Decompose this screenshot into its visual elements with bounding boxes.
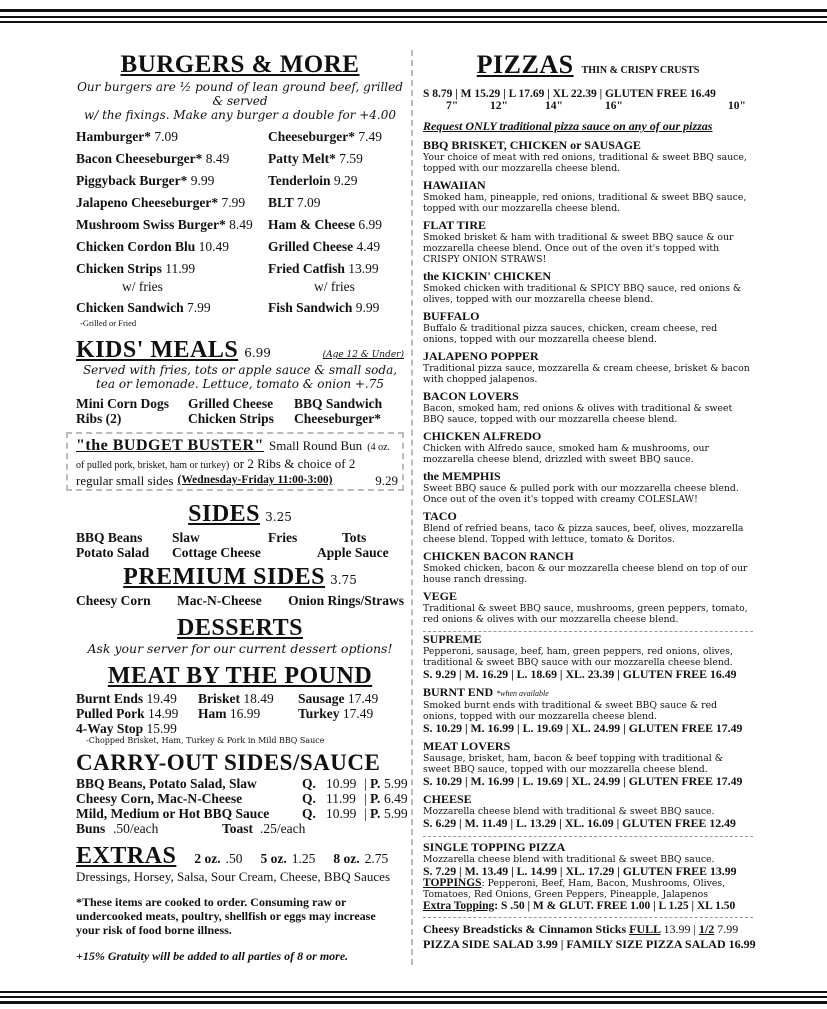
pizza-size-inches xyxy=(423,100,753,112)
carryout-sep: | xyxy=(364,791,367,806)
pizza-size-prices: S 8.79 | M 15.29 | L 17.69 | XL 22.39 | GLUTEN FREE 16.49 xyxy=(423,88,716,100)
pizzas-subtitle: THIN & CRISPY CRUSTS xyxy=(581,65,700,76)
salad-prices: PIZZA SIDE SALAD 3.99 | FAMILY SIZE PIZZA SALAD 16.99 xyxy=(423,937,756,951)
top-rule-2 xyxy=(0,16,827,18)
pizza-name: VEGE xyxy=(423,589,458,603)
pizza-name: CHICKEN BACON RANCH xyxy=(423,549,574,563)
warning-section xyxy=(76,895,404,963)
premium-title: PREMIUM SIDES xyxy=(123,564,326,590)
burger-item xyxy=(268,192,404,214)
pizza-item xyxy=(423,139,753,174)
carryout-row xyxy=(76,776,408,791)
pizza-name: the MEMPHIS xyxy=(423,469,501,483)
burger-price: 7.99 xyxy=(221,195,246,210)
breadsticks-half-price: 7.99 xyxy=(717,922,739,936)
special-pizza-item xyxy=(423,740,753,788)
premium-item: Mac-N-Cheese xyxy=(177,593,262,608)
budget-buster-box xyxy=(66,432,404,491)
top-rule-1 xyxy=(0,9,827,12)
extras-price-1: .50 xyxy=(225,851,243,866)
premium-price: 3.75 xyxy=(330,573,357,587)
burger-note: w/ fries xyxy=(314,279,355,294)
special-pizza-title: CHEESE xyxy=(423,792,472,806)
pizza-desc: Blend of refried beans, taco & pizza sauces, beef, olives, mozzarella cheese blend. Topped with lettuce, tomato & Doritos. xyxy=(423,523,744,545)
pizza-item xyxy=(423,470,753,505)
pizza-name: BUFFALO xyxy=(423,309,480,323)
burger-price: 9.29 xyxy=(333,173,358,188)
burger-note: w/ fries xyxy=(122,279,163,294)
inch-large: 14" xyxy=(545,100,563,112)
special-pizza-desc: Mozzarella cheese blend with traditional & sweet BBQ sauce. xyxy=(423,806,715,817)
burgers-intro-2: w/ the fixings. Make any burger a double for +4.00 xyxy=(83,108,397,122)
burger-item xyxy=(76,148,268,170)
burger-name: Chicken Strips xyxy=(76,261,162,276)
burgers-section xyxy=(76,50,404,331)
special-pizza-item xyxy=(423,793,753,830)
pizza-item xyxy=(423,510,753,545)
side-item: Slaw xyxy=(172,530,200,545)
meat-name: Brisket xyxy=(198,691,240,706)
special-pizza-price: S. 10.29 | M. 16.99 | L. 19.69 | XL. 24.99 | GLUTEN FREE 17.49 xyxy=(423,774,743,788)
side-item: Cottage Cheese xyxy=(172,545,261,560)
meat-section xyxy=(76,663,404,745)
warning-line-2: undercooked meats, poultry, shellfish or eggs may increase xyxy=(76,909,376,923)
burger-item xyxy=(76,214,268,236)
burger-price: 6.99 xyxy=(358,217,382,232)
meat-item xyxy=(76,706,198,721)
carryout-name: BBQ Beans, Potato Salad, Slaw xyxy=(76,776,257,791)
left-column xyxy=(76,50,408,963)
kids-item: BBQ Sandwich xyxy=(294,396,383,411)
carryout-p: P. xyxy=(370,806,381,821)
burger-name: Ham & Cheese xyxy=(268,217,355,232)
pizza-item xyxy=(423,350,753,385)
burger-name: Hamburger* xyxy=(76,129,151,144)
pizza-desc: Buffalo & traditional pizza sauces, chicken, cream cheese, red onions, topped with our mozzarella cheese blend. xyxy=(423,323,718,345)
single-topping-price: S. 7.29 | M. 13.49 | L. 14.99 | XL. 17.29 | GLUTEN FREE 13.99 xyxy=(423,864,737,878)
breadsticks-full: FULL xyxy=(629,922,661,936)
budget-text-3: of pulled pork, brisket, ham or turkey) xyxy=(76,460,230,471)
budget-text-2: (4 oz. xyxy=(367,442,391,453)
burger-item xyxy=(268,170,404,192)
desserts-section xyxy=(76,615,404,656)
sides-title: SIDES xyxy=(188,501,261,527)
meat-name: Pulled Pork xyxy=(76,706,145,721)
budget-text-5: regular small sides xyxy=(76,473,174,488)
meat-price: 17.49 xyxy=(342,706,374,721)
meat-item xyxy=(298,706,404,721)
warning-line-1: *These items are cooked to order. Consuming raw or xyxy=(76,895,347,909)
carryout-q: Q. xyxy=(302,791,316,806)
burger-name: Grilled Cheese xyxy=(268,239,354,254)
special-pizza-tag: *when available xyxy=(496,689,549,698)
desserts-note: Ask your server for our current dessert options! xyxy=(87,641,393,656)
burger-note: -Grilled or Fried xyxy=(80,318,137,328)
burger-price: 8.49 xyxy=(229,217,253,232)
pizza-specials xyxy=(423,633,753,830)
meat-price: 18.49 xyxy=(243,691,274,706)
special-pizza-title: BURNT END xyxy=(423,685,494,699)
sides-price: 3.25 xyxy=(265,510,292,524)
budget-price: 9.29 xyxy=(375,473,398,488)
burger-name: Fried Catfish xyxy=(268,261,345,276)
burger-item xyxy=(76,236,268,258)
breadsticks-full-price: 13.99 | xyxy=(663,922,696,936)
kids-item: Chicken Strips xyxy=(188,411,274,426)
pizza-desc: Smoked brisket & ham with traditional & sweet BBQ sauce & our mozzarella cheese blend. Once out of the oven it's topped with CRISPY ONION STRAWS! xyxy=(423,232,734,265)
carryout-sep: | xyxy=(364,776,367,791)
carryout-name: Mild, Medium or Hot BBQ Sauce xyxy=(76,806,270,821)
carryout-q-price: 10.99 xyxy=(326,806,357,821)
breadsticks-half: 1/2 xyxy=(698,922,715,936)
column-divider xyxy=(411,50,413,965)
special-pizza-title: MEAT LOVERS xyxy=(423,739,511,753)
burger-name: Mushroom Swiss Burger* xyxy=(76,217,226,232)
burger-name: Jalapeno Cheeseburger* xyxy=(76,195,219,210)
kids-grid xyxy=(76,396,404,426)
burger-name: Chicken Cordon Blu xyxy=(76,239,196,254)
burger-item xyxy=(76,126,268,148)
top-rule-3 xyxy=(0,21,827,23)
burger-name: Piggyback Burger* xyxy=(76,173,188,188)
meat-price: 19.49 xyxy=(146,691,177,706)
carryout-q-price: 11.99 xyxy=(326,791,356,806)
breadsticks-label: Cheesy Breadsticks & Cinnamon Sticks xyxy=(423,922,627,936)
meat-title: MEAT BY THE POUND xyxy=(107,663,373,689)
meat-name: Turkey xyxy=(298,706,340,721)
extra-topping-prices: : S .50 | M & GLUT. FREE 1.00 | L 1.25 | XL 1.50 xyxy=(494,900,736,912)
burger-item xyxy=(268,214,404,236)
special-pizza-item xyxy=(423,633,753,681)
pizza-desc: Traditional pizza sauce, mozzarella & cream cheese, brisket & bacon with chopped jalapenos. xyxy=(423,363,750,385)
single-topping-name: SINGLE TOPPING PIZZA xyxy=(423,840,566,854)
side-item: Fries xyxy=(268,530,298,545)
carryout-row xyxy=(76,806,408,821)
pizza-name: BBQ BRISKET, CHICKEN or SAUSAGE xyxy=(423,138,641,152)
pizza-item xyxy=(423,270,753,305)
toast-label: Toast xyxy=(222,821,254,836)
extras-list: Dressings, Horsey, Salsa, Sour Cream, Cheese, BBQ Sauces xyxy=(76,869,390,884)
side-item: Potato Salad xyxy=(76,545,150,560)
meat-name: Ham xyxy=(198,706,227,721)
burger-price: 13.99 xyxy=(348,261,379,276)
burger-name: Fish Sandwich xyxy=(268,300,353,315)
kids-item: Grilled Cheese xyxy=(188,396,274,411)
special-pizza-item xyxy=(423,686,753,735)
single-topping-pizza xyxy=(423,841,753,912)
extras-price-2: 1.25 xyxy=(291,851,316,866)
burger-price: 7.09 xyxy=(296,195,321,210)
burger-item xyxy=(268,258,404,297)
pizza-desc: Bacon, smoked ham, red onions & olives with traditional & sweet BBQ sauce, topped with our mozzarella cheese blend. xyxy=(423,403,733,425)
meat-note: -Chopped Brisket, Ham, Turkey & Pork in Mild BBQ Sauce xyxy=(86,736,325,745)
burger-item xyxy=(76,297,268,331)
right-column xyxy=(423,50,756,952)
burger-name: Bacon Cheeseburger* xyxy=(76,151,203,166)
meat-item xyxy=(198,706,298,721)
pizza-desc: Chicken with Alfredo sauce, smoked ham & mushrooms, our mozzarella cheese blend, drizzled with sweet BBQ sauce. xyxy=(423,443,709,465)
kids-section xyxy=(76,337,404,426)
carryout-q: Q. xyxy=(302,776,316,791)
burgers-intro-1: Our burgers are ½ pound of lean ground beef, grilled & served xyxy=(77,80,403,108)
pizza-name: BACON LOVERS xyxy=(423,389,519,403)
inch-xl: 16" xyxy=(605,100,623,112)
kids-intro-1: Served with fries, tots or apple sauce & small soda, xyxy=(82,363,398,377)
special-pizza-name xyxy=(423,740,753,753)
carryout-p-price: 6.49 xyxy=(384,791,408,806)
pizza-name: HAWAIIAN xyxy=(423,178,486,192)
pizza-name: CHICKEN ALFREDO xyxy=(423,429,542,443)
kids-price: 6.99 xyxy=(244,346,271,360)
meat-item xyxy=(198,691,298,706)
pizza-desc: Smoked chicken, bacon & our mozzarella cheese blend on top of our house ranch dressing. xyxy=(423,563,748,585)
budget-text-4: or 2 Ribs & choice of 2 xyxy=(233,456,356,471)
footer-divider xyxy=(423,917,753,918)
side-item: Apple Sauce xyxy=(317,545,389,560)
pizza-list xyxy=(423,139,753,625)
burger-item xyxy=(76,170,268,192)
side-item: BBQ Beans xyxy=(76,530,143,545)
burger-name: Tenderloin xyxy=(268,173,331,188)
burger-price: 9.99 xyxy=(355,300,380,315)
premium-sides-section xyxy=(76,564,404,609)
budget-text-1: Small Round Bun xyxy=(269,438,363,453)
carryout-p: P. xyxy=(370,776,381,791)
burger-item xyxy=(76,192,268,214)
burgers-grid xyxy=(76,126,404,331)
meat-price: 14.99 xyxy=(148,706,179,721)
premium-item: Cheesy Corn xyxy=(76,593,151,608)
kids-item: Ribs (2) xyxy=(76,411,122,426)
pizza-item xyxy=(423,310,753,345)
pizza-desc: Smoked chicken with traditional & SPICY BBQ sauce, red onions & olives, topped with our mozzarella cheese blend. xyxy=(423,283,742,305)
burger-price: 7.49 xyxy=(358,129,382,144)
budget-title: "the BUDGET BUSTER" xyxy=(76,437,264,454)
inch-gluten-free: 10" xyxy=(728,100,746,112)
pizza-item xyxy=(423,390,753,425)
burger-price: 8.49 xyxy=(205,151,230,166)
gratuity-note: +15% Gratuity will be added to all parties of 8 or more. xyxy=(76,949,349,963)
inch-small: 7" xyxy=(446,100,459,112)
meat-price: 15.99 xyxy=(146,721,177,736)
carryout-p-price: 5.99 xyxy=(384,806,408,821)
meat-grid xyxy=(76,691,404,736)
extras-title: EXTRAS xyxy=(76,843,177,869)
burger-price: 7.09 xyxy=(154,129,178,144)
carryout-sep: | xyxy=(364,806,367,821)
special-pizza-desc: Pepperoni, sausage, beef, ham, green peppers, red onions, olives, traditional & sweet BBQ sauce with our mozzarella cheese blend. xyxy=(423,646,733,668)
special-pizza-price: S. 6.29 | M. 11.49 | L. 13.29 | XL. 16.09 | GLUTEN FREE 12.49 xyxy=(423,816,736,830)
desserts-title: DESSERTS xyxy=(177,615,303,641)
pizza-desc: Smoked ham, pineapple, red onions, traditional & sweet BBQ sauce, topped with our mozzarella cheese blend. xyxy=(423,192,747,214)
burger-price: 7.99 xyxy=(187,300,211,315)
carryout-title: CARRY-OUT SIDES/SAUCE xyxy=(76,750,381,775)
pizza-name: the KICKIN' CHICKEN xyxy=(423,269,552,283)
burger-name: BLT xyxy=(268,195,294,210)
carryout-p: P. xyxy=(370,791,381,806)
kids-item: Mini Corn Dogs xyxy=(76,396,170,411)
pizza-desc: Traditional & sweet BBQ sauce, mushrooms, green peppers, tomato, red onions & olives with our mozzarella cheese blend. xyxy=(423,603,748,625)
extras-price-3: 2.75 xyxy=(364,851,389,866)
extras-size-2: 5 oz. xyxy=(260,851,287,866)
special-pizza-title: SUPREME xyxy=(423,632,482,646)
meat-name: 4-Way Stop xyxy=(76,721,144,736)
extras-section xyxy=(76,843,404,885)
pizza-desc: Sweet BBQ sauce & pulled pork with our mozzarella cheese blend. Once out of the oven it's topped with creamy COLESLAW! xyxy=(423,483,739,505)
budget-days: (Wednesday-Friday 11:00-3:00) xyxy=(177,474,333,486)
carryout-rows xyxy=(76,776,408,821)
carryout-name: Cheesy Corn, Mac-N-Cheese xyxy=(76,791,243,806)
special-pizza-name xyxy=(423,793,753,806)
carryout-section xyxy=(76,750,408,837)
toast-price: .25/each xyxy=(260,821,306,836)
burger-price: 11.99 xyxy=(165,261,196,276)
pizza-item xyxy=(423,179,753,214)
sides-section xyxy=(76,501,404,562)
kids-intro-2: tea or lemonade. Lettuce, tomato & onion +.75 xyxy=(95,377,385,391)
burger-item xyxy=(268,126,404,148)
meat-price: 16.99 xyxy=(229,706,261,721)
meat-price: 17.49 xyxy=(347,691,379,706)
burger-item xyxy=(268,148,404,170)
pizza-name: FLAT TIRE xyxy=(423,218,487,232)
kids-item: Cheeseburger* xyxy=(294,411,381,426)
meat-item xyxy=(76,691,198,706)
burger-item xyxy=(268,297,404,331)
pizza-desc: Your choice of meat with red onions, traditional & sweet BBQ sauce, topped with our mozzarella cheese blend. xyxy=(423,152,747,174)
bottom-rule-1 xyxy=(0,991,827,993)
carryout-q: Q. xyxy=(302,806,316,821)
special-pizza-price: S. 10.29 | M. 16.99 | L. 19.69 | XL. 24.99 | GLUTEN FREE 17.49 xyxy=(423,721,743,735)
burger-price: 4.49 xyxy=(356,239,381,254)
meat-name: Sausage xyxy=(298,691,345,706)
special-pizza-name xyxy=(423,633,753,646)
toppings-list: : Pepperoni, Beef, Ham, Bacon, Mushrooms, Olives, Tomatoes, Red Onions, Green Peppers, Pineapple, Jalapenos xyxy=(423,878,726,900)
inch-medium: 12" xyxy=(490,100,508,112)
burger-name: Chicken Sandwich xyxy=(76,300,184,315)
burger-price: 10.49 xyxy=(198,239,230,254)
pizza-sauce-note: Request ONLY traditional pizza sauce on any of our pizzas xyxy=(423,119,713,133)
side-item: Tots xyxy=(342,530,367,545)
burger-name: Cheeseburger* xyxy=(268,129,355,144)
buns-label: Buns xyxy=(76,821,106,836)
pizza-name: JALAPENO POPPER xyxy=(423,349,539,363)
special-pizza-name xyxy=(423,686,753,700)
meat-item xyxy=(298,691,404,706)
bottom-rule-2 xyxy=(0,996,827,998)
meat-item xyxy=(76,721,198,736)
extras-size-3: 8 oz. xyxy=(333,851,360,866)
single-topping-desc: Mozzarella cheese blend with traditional & sweet BBQ sauce. xyxy=(423,854,715,865)
pizza-item xyxy=(423,550,753,585)
burger-item xyxy=(268,236,404,258)
meat-name: Burnt Ends xyxy=(76,691,144,706)
special-pizza-desc: Smoked burnt ends with traditional & sweet BBQ sauce & red onions, topped with our mozzarella cheese blend. xyxy=(423,700,718,722)
extras-size-1: 2 oz. xyxy=(194,851,221,866)
carryout-q-price: 10.99 xyxy=(326,776,357,791)
burger-name: Patty Melt* xyxy=(268,151,336,166)
toppings-label: TOPPINGS xyxy=(423,877,482,889)
special-pizza-price: S. 9.29 | M. 16.29 | L. 18.69 | XL. 23.39 | GLUTEN FREE 16.49 xyxy=(423,667,737,681)
pizza-item xyxy=(423,219,753,265)
pizza-item xyxy=(423,590,753,625)
pizzas-title: PIZZAS xyxy=(476,50,574,79)
kids-age: (Age 12 & Under) xyxy=(322,350,404,360)
special-pizza-desc: Sausage, brisket, ham, bacon & beef topping with traditional & sweet BBQ sauce, topped with our mozzarella cheese blend. xyxy=(423,753,723,775)
specials-divider xyxy=(423,836,753,837)
burger-price: 9.99 xyxy=(190,173,215,188)
burger-price: 7.59 xyxy=(339,151,363,166)
kids-title: KIDS' MEALS xyxy=(76,337,239,363)
carryout-p-price: 5.99 xyxy=(384,776,408,791)
pizza-name: TACO xyxy=(423,509,457,523)
buns-price: .50/each xyxy=(113,821,159,836)
burgers-title: BURGERS & MORE xyxy=(120,51,360,78)
extra-topping-label: Extra Topping xyxy=(423,900,495,912)
burger-item xyxy=(76,258,268,297)
bottom-rule-3 xyxy=(0,1001,827,1004)
warning-line-3: your risk of food borne illness. xyxy=(76,923,232,937)
pizza-item xyxy=(423,430,753,465)
premium-item: Onion Rings/Straws xyxy=(288,593,404,608)
carryout-row xyxy=(76,791,408,806)
